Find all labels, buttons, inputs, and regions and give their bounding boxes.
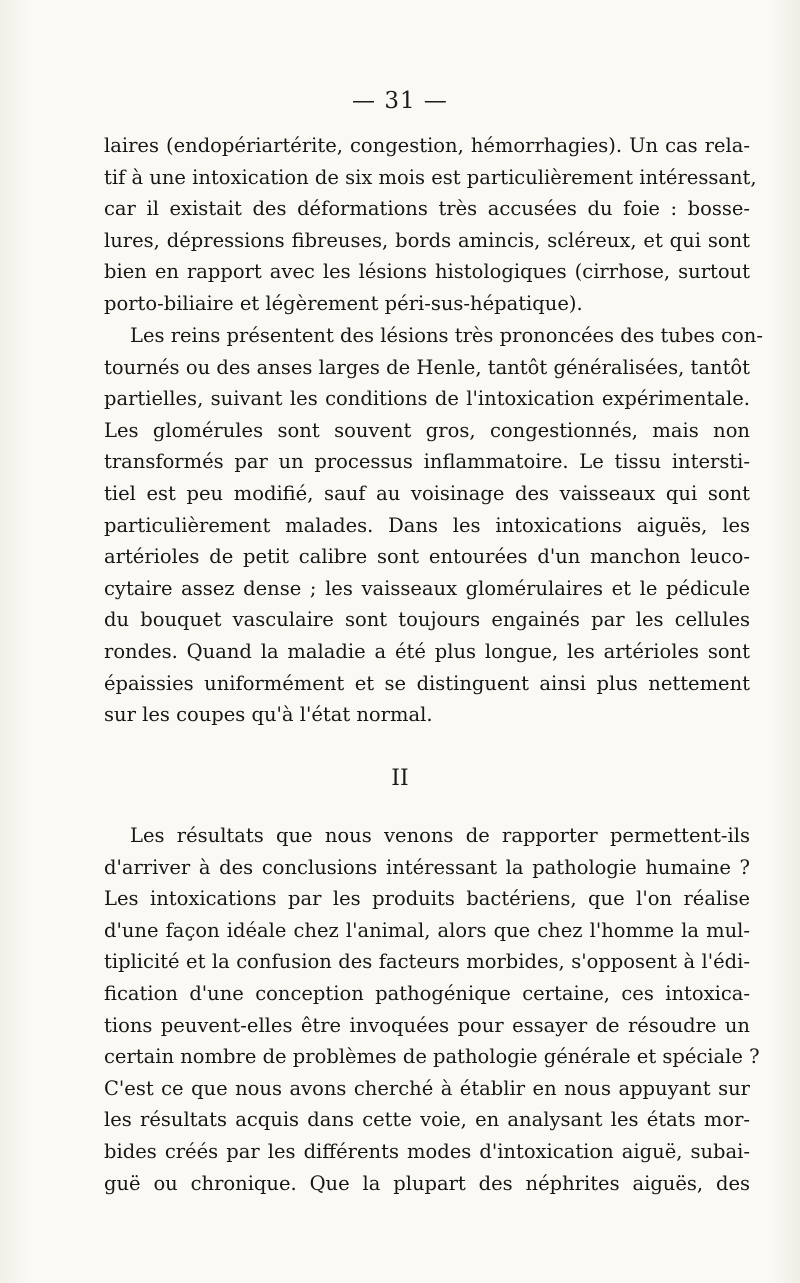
- text-line: cytaire assez dense ; les vaisseaux glomérulaires et le pédicule: [104, 576, 750, 600]
- text-line: épaissies uniformément et se distinguent ainsi plus nettement: [104, 671, 750, 695]
- text-line: Les intoxications par les produits bactériens, que l'on réalise: [104, 887, 750, 911]
- text-line: sur les coupes qu'à l'état normal.: [104, 703, 433, 727]
- text-line: tiplicité et la confusion des facteurs morbides, s'opposent à l'édi-: [104, 950, 750, 974]
- text-line: fication d'une conception pathogénique certaine, ces intoxica-: [104, 981, 750, 1005]
- paragraph-conclusions: [104, 820, 760, 1199]
- text-line: bien en rapport avec les lésions histologiques (cirrhose, surtout: [104, 260, 750, 284]
- text-line: les résultats acquis dans cette voie, en analysant les états mor-: [104, 1108, 750, 1132]
- text-line: Les reins présentent des lésions très prononcées des tubes con-: [130, 324, 763, 347]
- paragraph-kidney-lesions: [104, 320, 763, 731]
- text-line: tiel est peu modifié, sauf au voisinage des vaisseaux qui sont: [104, 481, 750, 505]
- text-line: d'arriver à des conclusions intéressant la pathologie humaine ?: [104, 855, 750, 879]
- text-line: artérioles de petit calibre sont entourées d'un manchon leuco-: [104, 545, 750, 569]
- text-line: tions peuvent-elles être invoquées pour essayer de résoudre un: [104, 1013, 750, 1037]
- text-line: certain nombre de problèmes de pathologie générale et spéciale ?: [104, 1045, 760, 1069]
- text-line: rondes. Quand la maladie a été plus longue, les artérioles sont: [104, 639, 750, 663]
- text-line: d'une façon idéale chez l'animal, alors que chez l'homme la mul-: [104, 918, 750, 942]
- text-line: C'est ce que nous avons cherché à établir en nous appuyant sur: [104, 1076, 750, 1100]
- text-line: tournés ou des anses larges de Henle, tantôt généralisées, tantôt: [104, 355, 750, 379]
- text-line: Les résultats que nous venons de rapporter permettent-ils: [130, 824, 750, 847]
- text-line: transformés par un processus inflammatoire. Le tissu intersti-: [104, 450, 750, 474]
- text-line: bides créés par les différents modes d'intoxication aiguë, subai-: [104, 1139, 750, 1163]
- text-line: lures, dépressions fibreuses, bords amincis, scléreux, et qui sont: [104, 228, 750, 252]
- section-heading: II: [391, 766, 409, 791]
- text-line: tif à une intoxication de six mois est particulièrement intéressant,: [104, 165, 757, 189]
- text-line: particulièrement malades. Dans les intoxications aiguës, les: [104, 513, 750, 537]
- paragraph-liver-lesions: [104, 130, 757, 320]
- text-line: du bouquet vasculaire sont toujours engainés par les cellules: [104, 608, 750, 632]
- page-number: — 31 —: [352, 88, 448, 114]
- text-line: car il existait des déformations très accusées du foie : bosse-: [104, 197, 750, 221]
- text-line: porto-biliaire et légèrement péri-sus-hépatique).: [104, 291, 583, 315]
- text-line: Les glomérules sont souvent gros, congestionnés, mais non: [104, 418, 750, 442]
- text-line: partielles, suivant les conditions de l'intoxication expérimentale.: [104, 387, 750, 411]
- text-line: guë ou chronique. Que la plupart des néphrites aiguës, des: [104, 1171, 750, 1195]
- text-line: laires (endopériartérite, congestion, hémorrhagies). Un cas rela-: [104, 134, 750, 157]
